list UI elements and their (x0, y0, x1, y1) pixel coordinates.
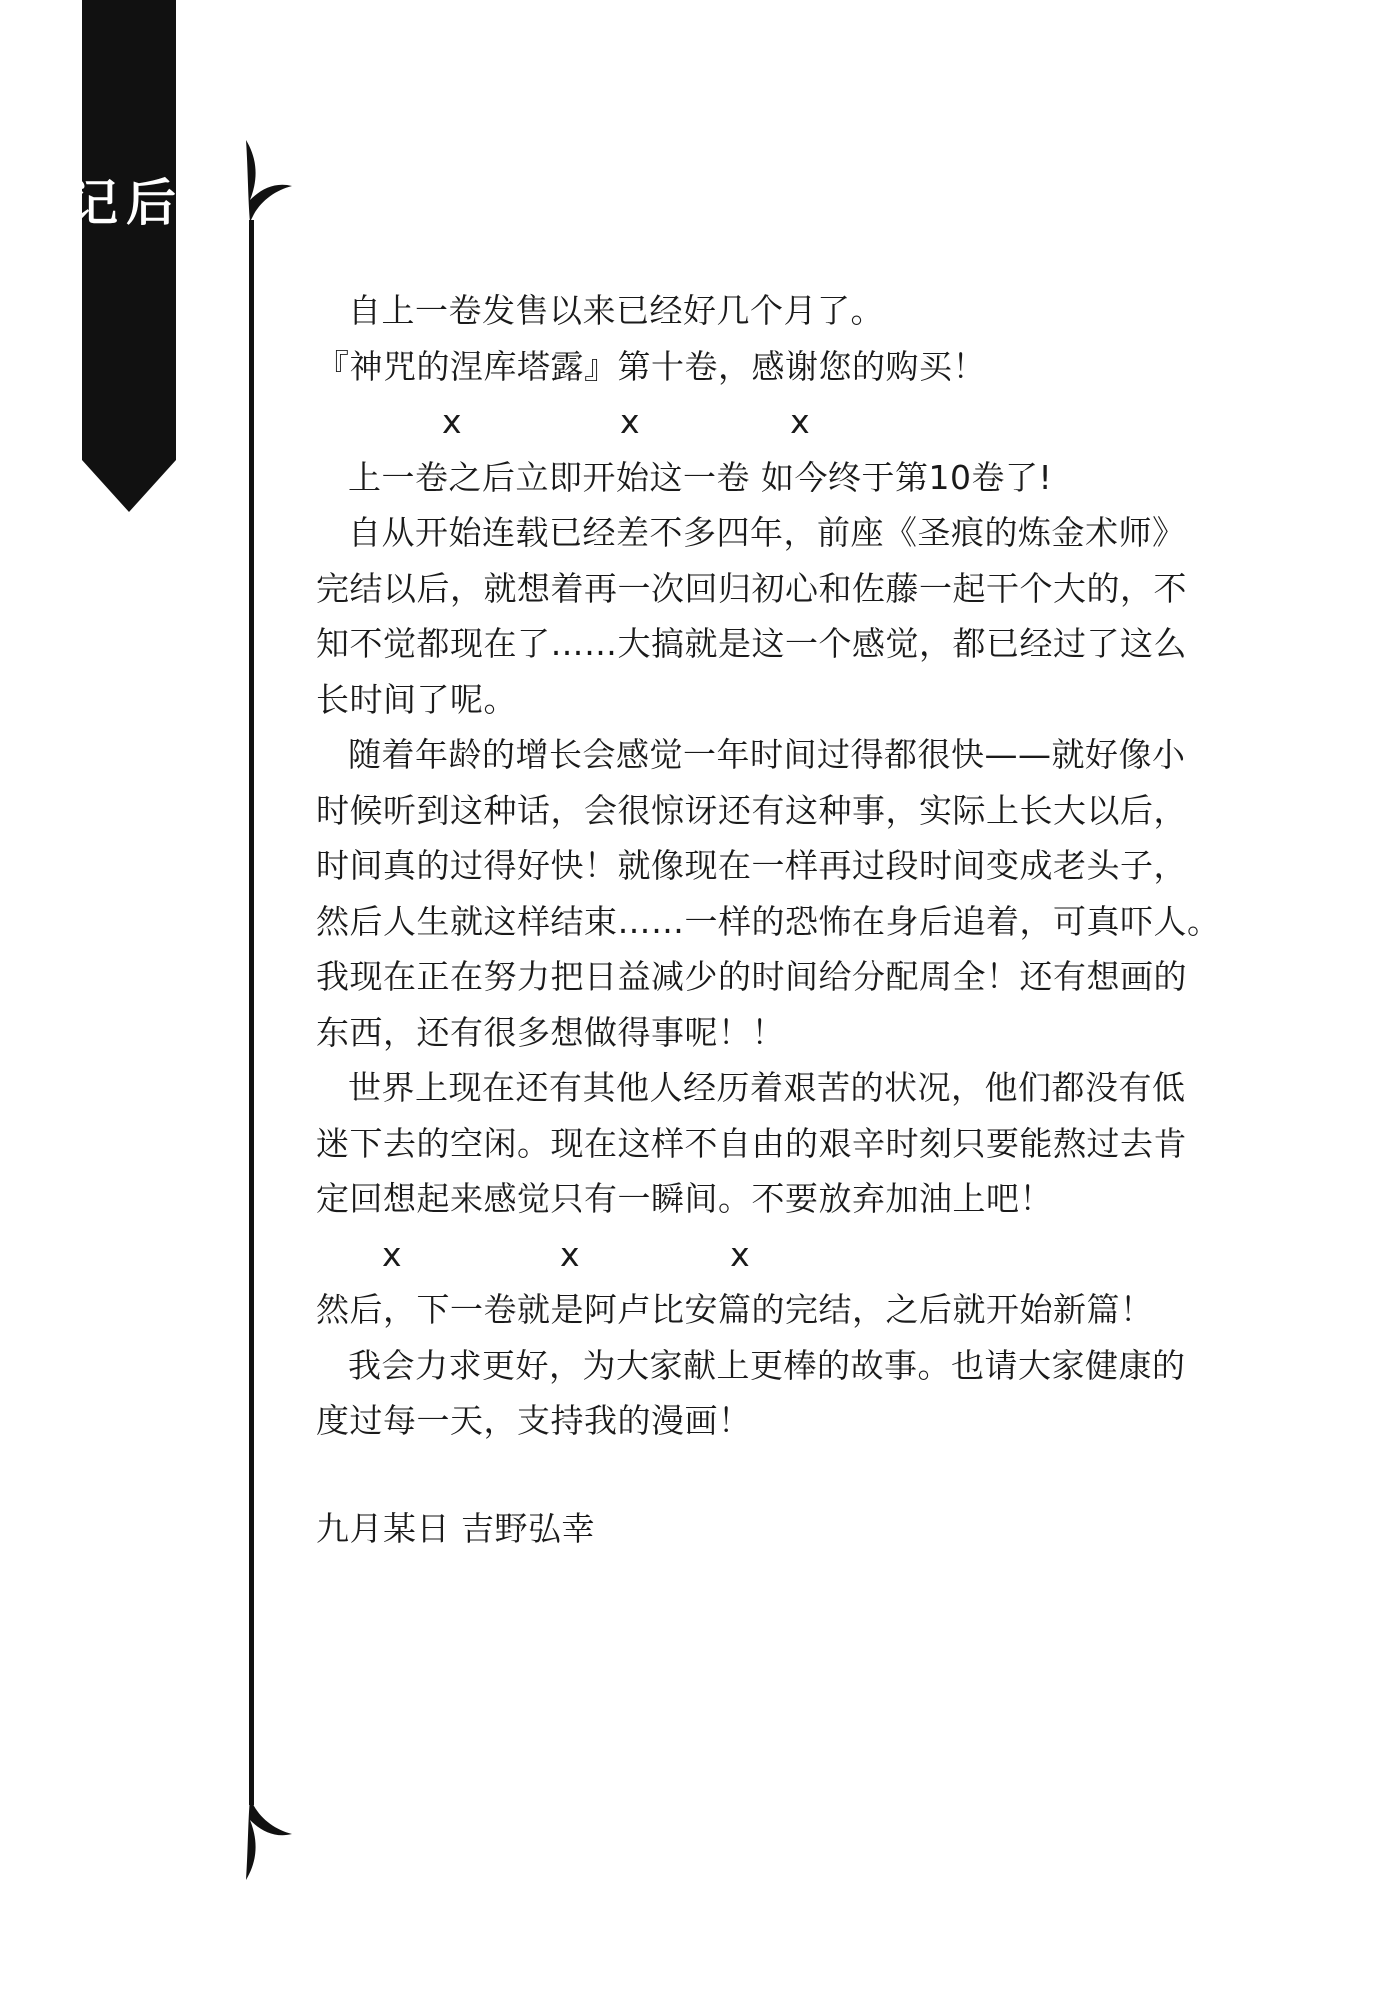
separator-mark: x (560, 1234, 581, 1274)
text-line: 自上一卷发售以来已经好几个月了。 (348, 291, 884, 330)
text-line: 随着年龄的增长会感觉一年时间过得都很快——就好像小 (348, 735, 1186, 774)
text-line: 我会力求更好，为大家献上更棒的故事。也请大家健康的 (348, 1345, 1186, 1385)
text-line: 我现在正在努力把日益减少的时间给分配周全！还有想画的 (316, 957, 1187, 996)
signature: 九月某日 吉野弘幸 (316, 1508, 595, 1548)
text-line: 东西，还有很多想做得事呢！！ (316, 1012, 785, 1052)
separator-mark: x (790, 402, 811, 441)
page-title-char-2: 记 (60, 176, 119, 226)
text-line: 时间真的过得好快！就像现在一样再过段时间变成老头子， (316, 846, 1187, 885)
page-title (60, 176, 177, 226)
separator-mark: x (730, 1234, 751, 1274)
ornamental-divider (236, 130, 296, 1890)
afterword-text (316, 283, 1276, 1556)
separator-marks (316, 394, 1276, 450)
page-title-char-1: 后 (118, 176, 177, 226)
text-line: 完结以后，就想着再一次回归初心和佐藤一起干个大的，不 (316, 568, 1187, 608)
separator-mark: x (382, 1234, 403, 1274)
text-line: 定回想起来感觉只有一瞬间。不要放弃加油上吧！ (316, 1179, 1053, 1218)
separator-mark: x (442, 402, 463, 441)
text-line: 然后，下一卷就是阿卢比安篇的完结，之后就开始新篇！ (316, 1290, 1154, 1329)
text-line: 度过每一天，支持我的漫画！ (316, 1401, 752, 1440)
title-ribbon (82, 0, 176, 512)
text-line: 长时间了呢。 (316, 679, 517, 719)
text-line: 世界上现在还有其他人经历着艰苦的状况，他们都没有低 (348, 1068, 1186, 1107)
text-line: 上一卷之后立即开始这一卷 如今终于第10卷了! (348, 457, 1053, 497)
text-line: 迷下去的空闲。现在这样不自由的艰辛时刻只要能熬过去肯 (316, 1123, 1187, 1163)
text-line: 然后人生就这样结束……一样的恐怖在身后追着，可真吓人。 (316, 901, 1221, 941)
text-line: 自从开始连载已经差不多四年，前座《圣痕的炼金术师》 (348, 513, 1186, 552)
text-line: 时候听到这种话，会很惊讶还有这种事，实际上长大以后， (316, 790, 1187, 830)
separator-marks (316, 1227, 1276, 1283)
text-line: 知不觉都现在了……大搞就是这一个感觉，都已经过了这么 (316, 624, 1187, 663)
separator-mark: x (620, 402, 641, 441)
text-line: 『神咒的涅库塔露』第十卷，感谢您的购买！ (316, 346, 986, 386)
